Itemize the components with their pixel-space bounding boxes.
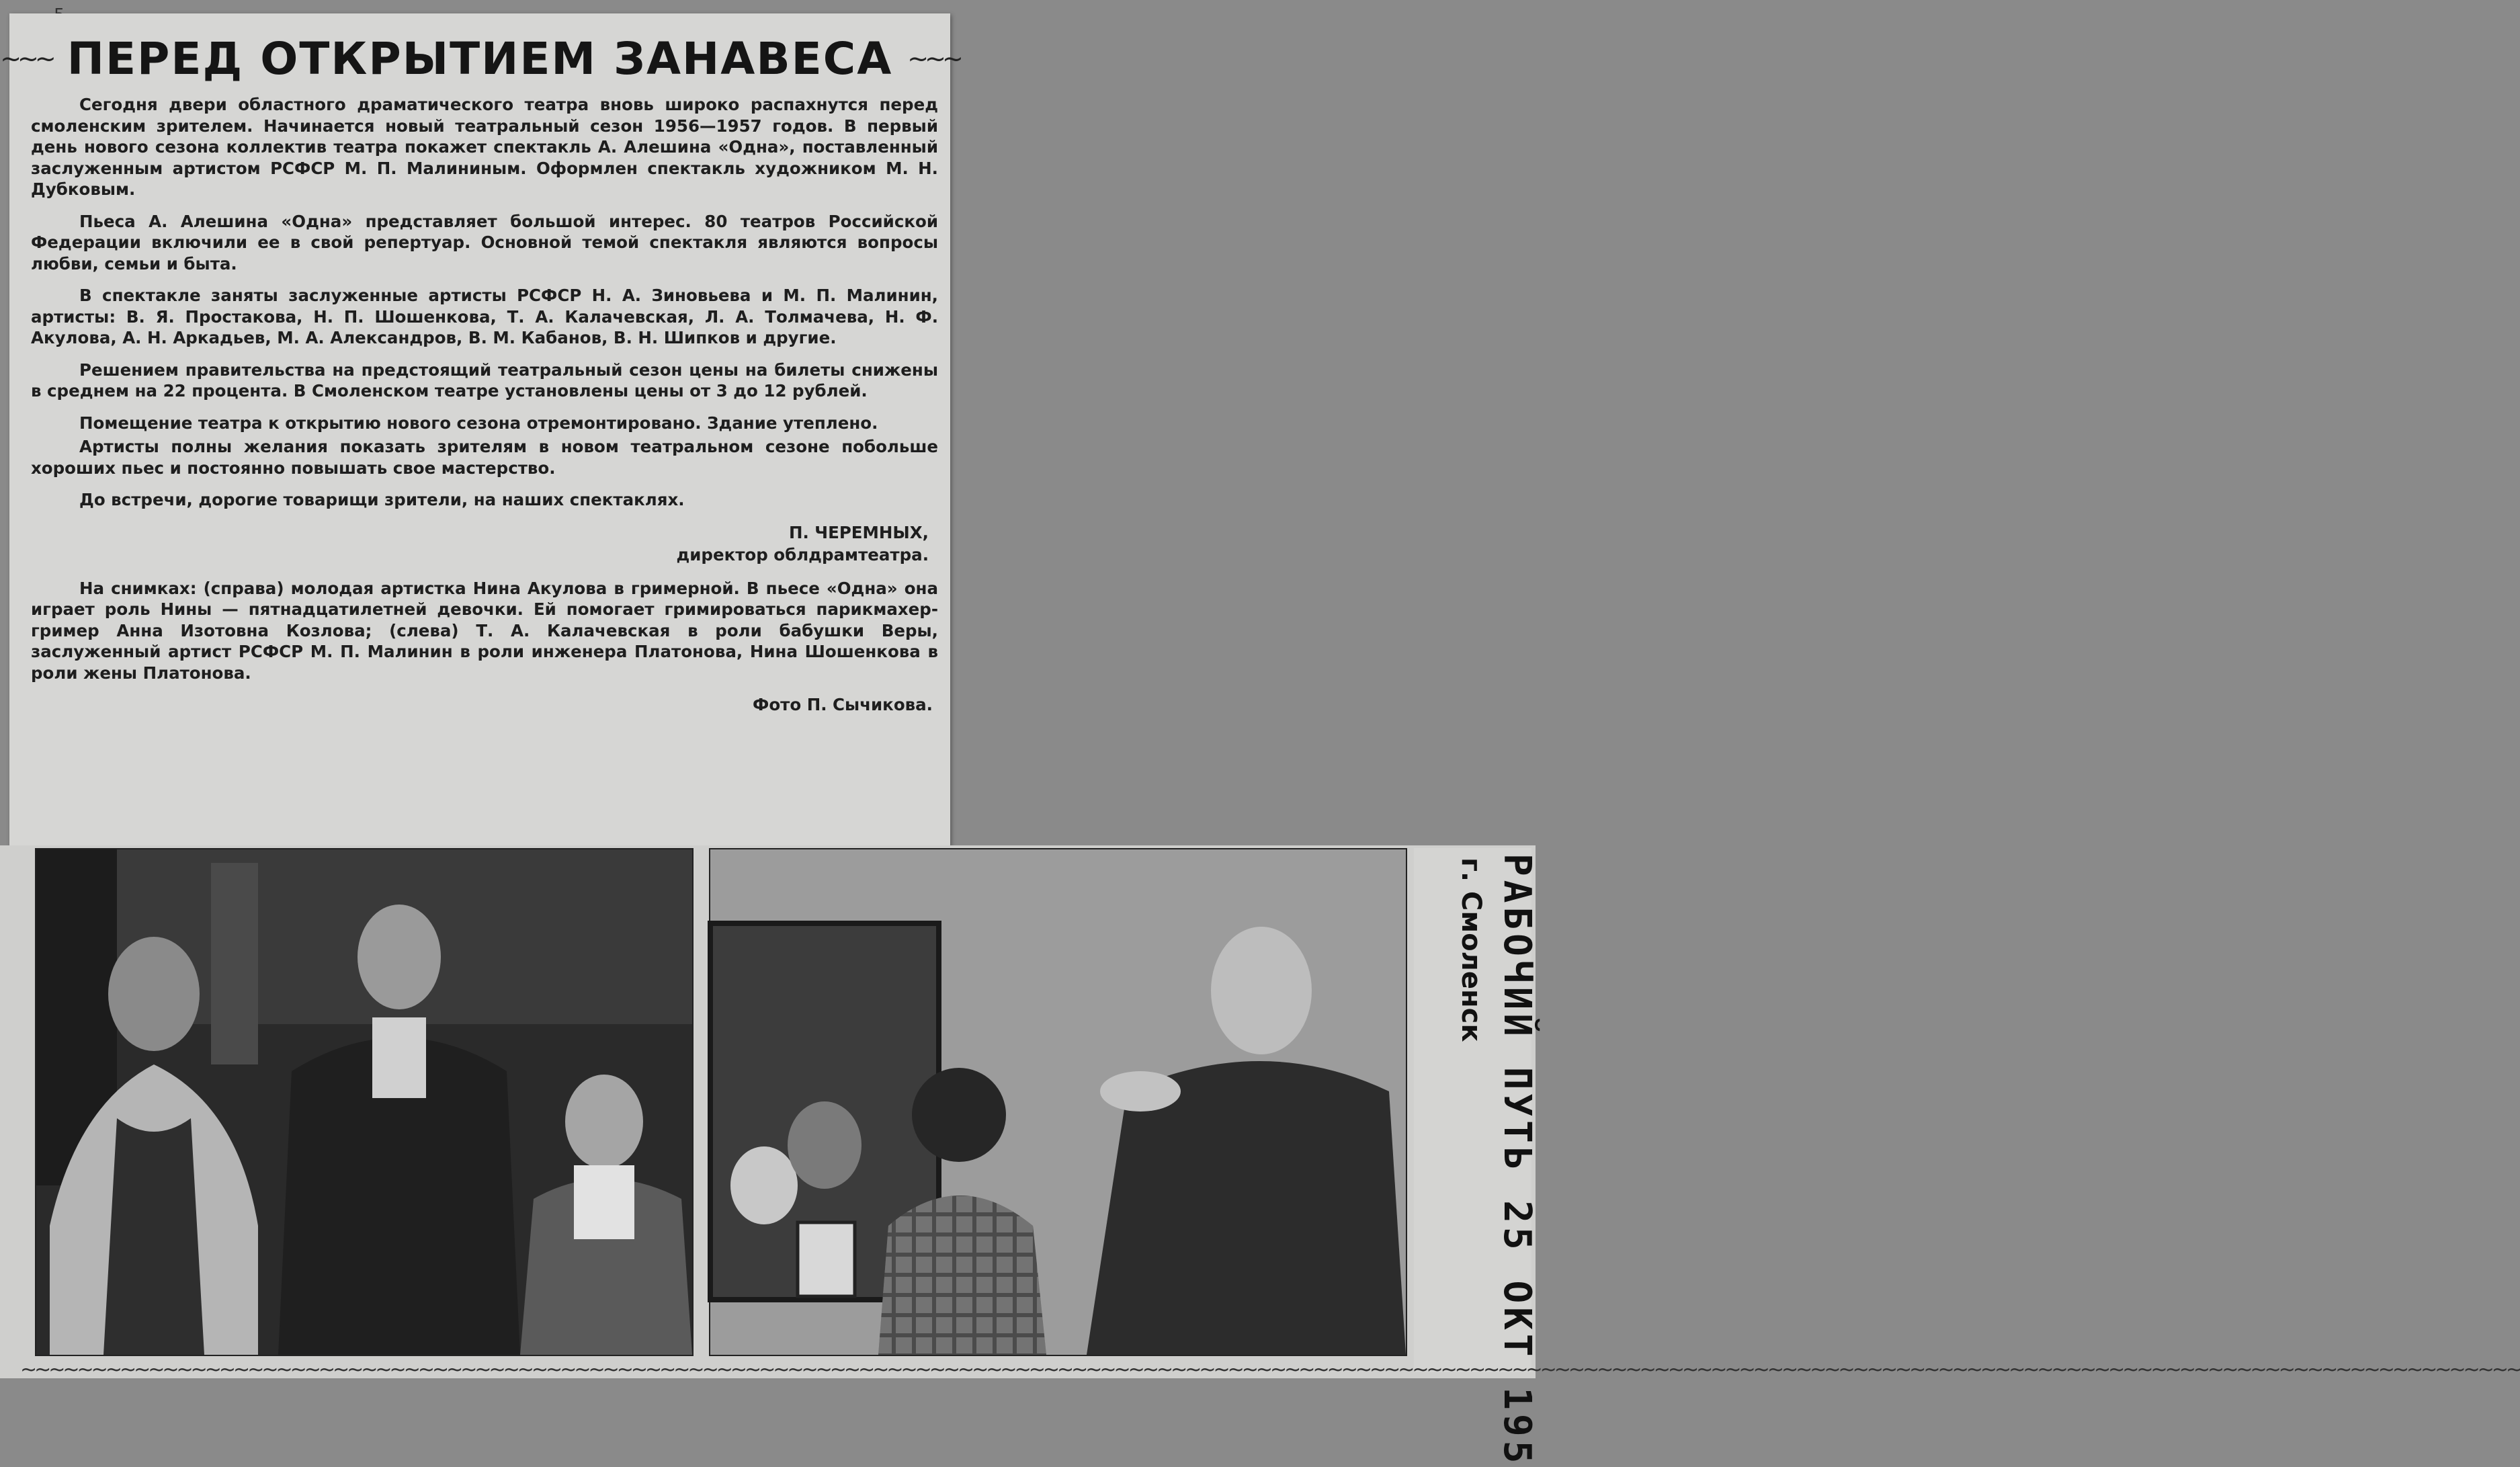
photo-caption: На снимках: (справа) молодая артистка Нина Акулова в гримерной. В пьесе «Одна» она играет роль Нины — пятнадцатилетней девочки. Ей помогает гримироваться парикмахер-гример Анна Изотовна Козлова; (слева) Т. А. Калачевская в роли бабушки Веры, заслуженный артист РСФСР М. П. Малинин в роли инженера Платонова, Нина Шошенкова в роли жены Платонова. xyxy=(31,578,938,683)
paragraph-farewell: До встречи, дорогие товарищи зрители, на наших спектаклях. xyxy=(79,490,685,509)
signature-name: П. ЧЕРЕМНЫХ, xyxy=(788,522,929,542)
bottom-ornament: ~~~~~~~~~~~~~~~~~~~~~~~~~~~~~~~~~~~~~~~~~~~~~~~~~~~~~~~~~~~~~~~~~~~~~~~~~~~~~~~~~~~~~~~~~~~~~~~~~~~~~~~~~~~~~~~~~~~~~~~~~~~~~~~~~~~~~~~~~~~~~~~~~~~~~~~~~~~~~~~~~~~~~~~~~~~~~~~~ xyxy=(20,1358,2520,1382)
wave-ornament-right: ~~~ xyxy=(907,44,960,73)
article-body xyxy=(31,94,938,716)
headline: ПЕРЕД ОТКРЫТИЕМ ЗАНАВЕСА xyxy=(67,32,893,85)
paragraph-renovation: Помещение театра к открытию нового сезона отремонтировано. Здание утеплено. xyxy=(79,413,878,433)
signature-position: директор облдрамтеатра. xyxy=(676,544,929,564)
stamp-city: г. Смоленск xyxy=(1456,857,1486,1042)
paragraph-cast: В спектакле заняты заслуженные артисты РСФСР Н. А. Зиновьева и М. П. Малинин, артисты: В. Я. Простакова, Н. П. Шошенкова, Т. А. Калачевская, Л. А. Толмачева, Н. Ф. Акулова, А. Н. Аркадьев, М. А. Александров, В. М. Кабанов, В. Н. Шипков и другие. xyxy=(31,286,938,347)
photo-right-dressing-room xyxy=(709,848,1407,1356)
signature-block xyxy=(31,521,929,566)
paragraph-artists: Артисты полны желания показать зрителям в новом театральном сезоне побольше хороших пьес и постоянно повышать свое мастерство. xyxy=(31,437,938,478)
article-clipping xyxy=(0,13,960,847)
headline-row xyxy=(0,28,960,89)
paragraph-play: Пьеса А. Алешина «Одна» представляет большой интерес. 80 театров Российской Федерации включили ее в свой репертуар. Основной темой спектакля являются вопросы любви, семьи и быта. xyxy=(31,211,938,274)
wave-ornament-left: ~~~ xyxy=(0,44,52,73)
paragraph-season-opening: Сегодня двери областного драматического театра вновь широко распахнутся перед смоленским зрителем. Начинается новый театральный сезон 1956—1957 годов. В первый день нового сезона коллектив театра покажет спектакль А. Алешина «Одна», поставленный заслуженным артистом РСФСР М. П. Малининым. Оформлен спектакль художником М. Н. Дубковым. xyxy=(31,95,938,199)
stamp-newspaper-date: РАБОЧИЙ ПУТЬ 25 ОКТ 195 xyxy=(1495,853,1539,1467)
paragraph-prices: Решением правительства на предстоящий театральный сезон цены на билеты снижены в среднем на 22 процента. В Смоленском театре установлены цены от 3 до 12 рублей. xyxy=(31,360,938,401)
photo-left-stage-scene xyxy=(35,848,694,1356)
dressing-room-image xyxy=(710,849,1406,1355)
stage-scene-image xyxy=(36,849,692,1355)
photo-credit: Фото П. Сычикова. xyxy=(753,695,933,714)
